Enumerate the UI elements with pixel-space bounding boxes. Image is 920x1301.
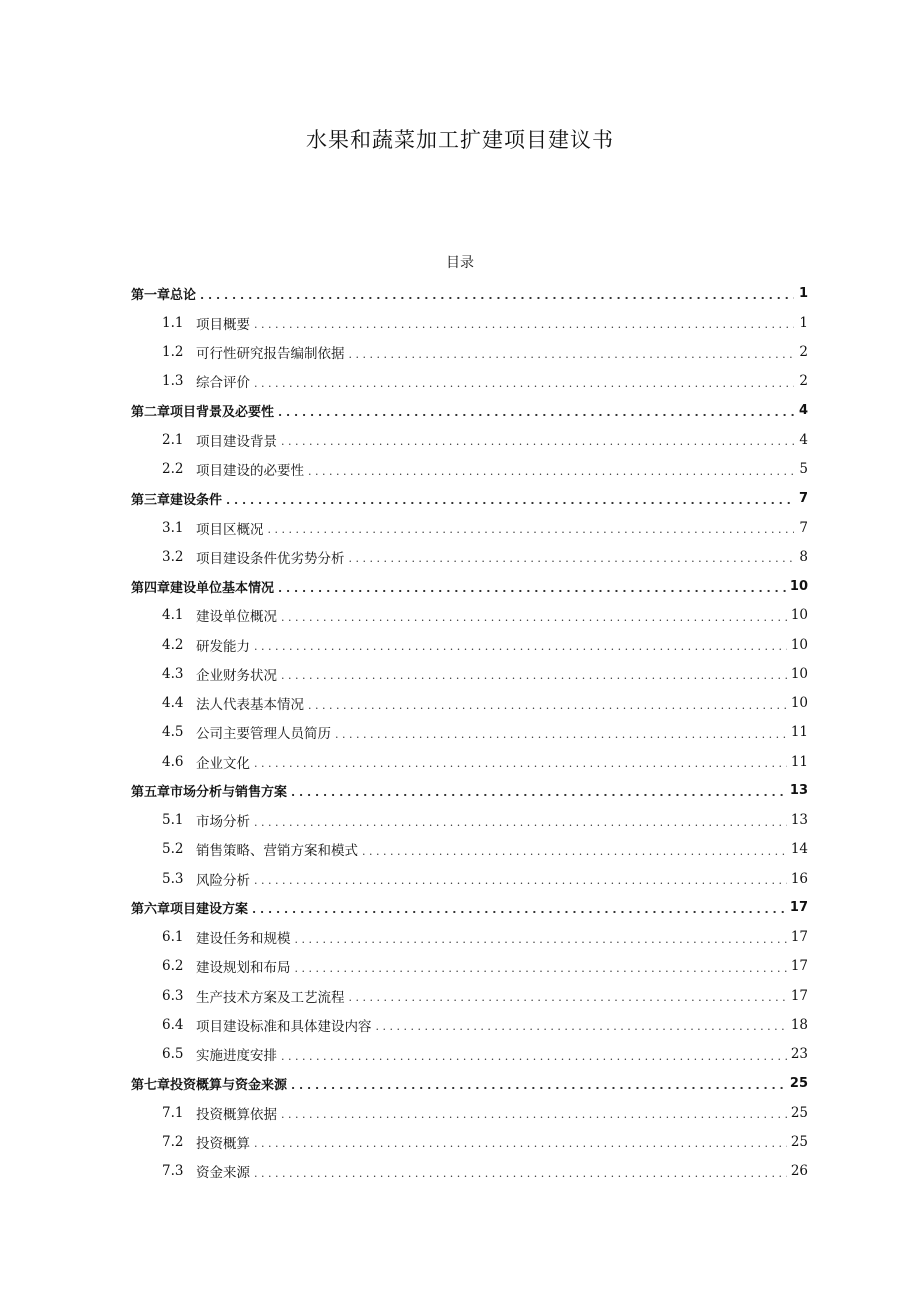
toc-section-entry[interactable] <box>131 338 808 367</box>
toc-dot-leader <box>362 845 787 858</box>
document-title: 水果和蔬菜加工扩建项目建议书 <box>306 128 614 152</box>
toc-page-number: 2 <box>799 344 808 361</box>
toc-section-entry[interactable] <box>131 659 808 688</box>
toc-chapter-entry[interactable] <box>131 484 808 513</box>
toc-page-number: 16 <box>790 870 808 887</box>
toc-entry-title: 法人代表基本情况 <box>196 697 304 714</box>
toc-heading: 目录 <box>446 255 474 271</box>
toc-entry-title: 项目建设标准和具体建设内容 <box>196 1018 372 1035</box>
toc-dot-leader <box>252 903 786 916</box>
toc-section-number: 6.2 <box>162 958 184 975</box>
toc-section-entry[interactable] <box>131 981 808 1010</box>
toc-dot-leader <box>281 611 787 624</box>
toc-section-number: 4.1 <box>162 607 184 624</box>
toc-section-number: 1.2 <box>162 344 184 361</box>
toc-dot-leader <box>254 757 787 770</box>
toc-chapter-entry[interactable] <box>131 776 808 805</box>
toc-page-number: 11 <box>790 724 808 741</box>
toc-page-number: 7 <box>799 519 808 536</box>
toc-section-entry[interactable] <box>131 806 808 835</box>
toc-page-number: 14 <box>790 841 808 858</box>
toc-entry-title: 生产技术方案及工艺流程 <box>196 989 345 1006</box>
toc-section-number: 2.1 <box>162 431 184 448</box>
toc-section-number: 5.3 <box>162 870 184 887</box>
toc-section-number: 4.3 <box>162 665 184 682</box>
toc-entry-title: 第六章项目建设方案 <box>131 902 249 918</box>
toc-dot-leader <box>254 377 794 390</box>
toc-entry-title: 项目区概况 <box>196 521 264 538</box>
toc-section-number: 6.5 <box>162 1046 184 1063</box>
toc-dot-leader <box>281 1108 787 1121</box>
toc-entry-title: 第七章投资概算与资金来源 <box>131 1077 288 1093</box>
toc-entry-title: 第三章建设条件 <box>131 492 223 508</box>
toc-dot-leader <box>281 435 794 448</box>
toc-dot-leader <box>281 1050 787 1063</box>
toc-section-number: 5.1 <box>162 812 184 829</box>
toc-dot-leader <box>376 1020 787 1033</box>
toc-section-entry[interactable] <box>131 1010 808 1039</box>
toc-page-number: 13 <box>789 783 808 799</box>
toc-dot-leader <box>349 552 795 565</box>
toc-section-entry[interactable] <box>131 1098 808 1127</box>
toc-page-number: 4 <box>798 403 808 419</box>
toc-entry-title: 销售策略、营销方案和模式 <box>196 843 358 860</box>
toc-dot-leader <box>295 933 787 946</box>
toc-section-number: 1.1 <box>162 314 184 331</box>
toc-page-number: 10 <box>790 636 808 653</box>
toc-section-entry[interactable] <box>131 425 808 454</box>
toc-chapter-entry[interactable] <box>131 279 808 308</box>
toc-page-number: 10 <box>790 607 808 624</box>
toc-section-entry[interactable] <box>131 952 808 981</box>
toc-section-entry[interactable] <box>131 513 808 542</box>
toc-section-number: 6.3 <box>162 987 184 1004</box>
toc-section-number: 3.2 <box>162 548 184 565</box>
toc-entry-title: 资金来源 <box>196 1165 250 1182</box>
toc-dot-leader <box>308 699 787 712</box>
toc-section-number: 4.2 <box>162 636 184 653</box>
toc-dot-leader <box>226 494 794 507</box>
toc-chapter-entry[interactable] <box>131 1069 808 1098</box>
toc-section-number: 7.2 <box>162 1133 184 1150</box>
toc-dot-leader <box>308 465 794 478</box>
toc-page-number: 17 <box>790 987 808 1004</box>
toc-dot-leader <box>295 962 787 975</box>
toc-dot-leader <box>291 1079 786 1092</box>
toc-section-entry[interactable] <box>131 1040 808 1069</box>
toc-section-number: 6.1 <box>162 929 184 946</box>
toc-entry-title: 投资概算 <box>196 1135 250 1152</box>
toc-entry-title: 可行性研究报告编制依据 <box>196 346 345 363</box>
toc-section-entry[interactable] <box>131 864 808 893</box>
toc-page-number: 10 <box>789 578 808 594</box>
toc-section-entry[interactable] <box>131 689 808 718</box>
toc-page-number: 23 <box>790 1046 808 1063</box>
toc-page-number: 1 <box>799 314 808 331</box>
toc-page-number: 2 <box>799 373 808 390</box>
toc-section-number: 6.4 <box>162 1016 184 1033</box>
toc-section-entry[interactable] <box>131 367 808 396</box>
toc-page-number: 4 <box>799 431 808 448</box>
toc-page-number: 18 <box>790 1016 808 1033</box>
toc-section-entry[interactable] <box>131 308 808 337</box>
toc-dot-leader <box>291 786 786 799</box>
toc-section-entry[interactable] <box>131 630 808 659</box>
toc-entry-title: 建设规划和布局 <box>196 960 291 977</box>
toc-page-number: 8 <box>799 548 808 565</box>
toc-dot-leader <box>349 991 787 1004</box>
toc-page-number: 25 <box>790 1104 808 1121</box>
toc-section-number: 4.4 <box>162 695 184 712</box>
toc-dot-leader <box>278 406 794 419</box>
toc-chapter-entry[interactable] <box>131 893 808 922</box>
toc-page-number: 25 <box>789 1075 808 1091</box>
toc-entry-title: 建设任务和规模 <box>196 931 291 948</box>
toc-page-number: 10 <box>790 665 808 682</box>
toc-entry-title: 第二章项目背景及必要性 <box>131 405 275 421</box>
toc-dot-leader <box>335 728 787 741</box>
toc-page-number: 5 <box>799 461 808 478</box>
toc-section-entry[interactable] <box>131 923 808 952</box>
toc-entry-title: 实施进度安排 <box>196 1048 277 1065</box>
toc-section-entry[interactable] <box>131 601 808 630</box>
toc-chapter-entry[interactable] <box>131 572 808 601</box>
toc-entry-title: 项目建设背景 <box>196 433 277 450</box>
toc-dot-leader <box>200 289 794 302</box>
toc-entry-title: 公司主要管理人员简历 <box>196 726 331 743</box>
toc-section-entry[interactable] <box>131 1157 808 1186</box>
toc-page-number: 10 <box>790 695 808 712</box>
toc-dot-leader <box>254 1167 787 1180</box>
toc-section-number: 4.6 <box>162 753 184 770</box>
toc-section-entry[interactable] <box>131 718 808 747</box>
table-of-contents <box>131 279 808 1186</box>
toc-section-number: 2.2 <box>162 461 184 478</box>
toc-entry-title: 项目建设的必要性 <box>196 463 304 480</box>
toc-page-number: 17 <box>790 958 808 975</box>
toc-page-number: 1 <box>798 286 808 302</box>
toc-page-number: 11 <box>790 753 808 770</box>
toc-section-entry[interactable] <box>131 455 808 484</box>
toc-entry-title: 企业文化 <box>196 755 250 772</box>
toc-page-number: 25 <box>790 1133 808 1150</box>
toc-section-entry[interactable] <box>131 747 808 776</box>
toc-entry-title: 项目建设条件优劣势分析 <box>196 550 345 567</box>
toc-section-number: 4.5 <box>162 724 184 741</box>
toc-entry-title: 第四章建设单位基本情况 <box>131 580 275 596</box>
toc-page-number: 17 <box>790 929 808 946</box>
toc-dot-leader <box>254 640 787 653</box>
toc-entry-title: 投资概算依据 <box>196 1106 277 1123</box>
toc-entry-title: 风险分析 <box>196 872 250 889</box>
toc-section-number: 7.3 <box>162 1163 184 1180</box>
toc-dot-leader <box>268 523 795 536</box>
toc-entry-title: 市场分析 <box>196 814 250 831</box>
toc-section-entry[interactable] <box>131 1127 808 1156</box>
toc-section-entry[interactable] <box>131 542 808 571</box>
toc-entry-title: 第一章总论 <box>131 288 197 304</box>
toc-dot-leader <box>254 1137 787 1150</box>
toc-dot-leader <box>349 348 795 361</box>
toc-section-number: 3.1 <box>162 519 184 536</box>
toc-entry-title: 企业财务状况 <box>196 667 277 684</box>
toc-entry-title: 研发能力 <box>196 638 250 655</box>
toc-section-number: 7.1 <box>162 1104 184 1121</box>
toc-section-number: 5.2 <box>162 841 184 858</box>
toc-section-number: 1.3 <box>162 373 184 390</box>
toc-dot-leader <box>254 816 787 829</box>
toc-page-number: 13 <box>790 812 808 829</box>
toc-dot-leader <box>278 582 786 595</box>
toc-page-number: 26 <box>790 1163 808 1180</box>
toc-page-number: 7 <box>798 490 808 506</box>
toc-entry-title: 项目概要 <box>196 316 250 333</box>
toc-entry-title: 综合评价 <box>196 375 250 392</box>
toc-chapter-entry[interactable] <box>131 396 808 425</box>
toc-dot-leader <box>281 669 787 682</box>
toc-entry-title: 建设单位概况 <box>196 609 277 626</box>
toc-entry-title: 第五章市场分析与销售方案 <box>131 785 288 801</box>
toc-dot-leader <box>254 318 794 331</box>
toc-section-entry[interactable] <box>131 835 808 864</box>
toc-page-number: 17 <box>789 900 808 916</box>
toc-dot-leader <box>254 874 787 887</box>
